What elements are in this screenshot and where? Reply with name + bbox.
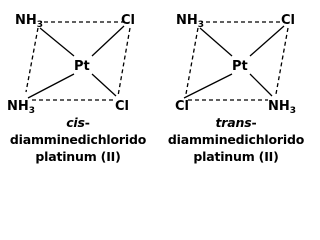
cis-caption-line1 (0, 114, 156, 148)
trans-pt-label: Pt (232, 59, 248, 74)
trans-bond-nh3-bottom (250, 74, 272, 96)
trans-edge-left (186, 28, 198, 94)
cis-bond-cl-top (92, 26, 124, 56)
cis-edge-right (118, 28, 130, 96)
trans-edge-right (276, 28, 288, 94)
cis-cl-top-label: Cl (121, 13, 135, 28)
cis-nh3-bottom-label: $NH_3$ (7, 99, 36, 116)
cis-caption (0, 114, 156, 165)
trans-structure (175, 13, 296, 116)
cis-cl-bottom-label: Cl (115, 99, 129, 114)
cis-structure (7, 13, 135, 116)
cis-caption-line2: platinum (II) (35, 149, 121, 164)
cis-nh3-top-label: $NH_3$ (15, 13, 44, 30)
cis-bond-nh3-top (40, 28, 74, 56)
cis-bond-nh3-bottom (28, 74, 74, 98)
trans-cl-top-label: Cl (281, 13, 295, 28)
cis-edge-left (26, 28, 38, 92)
cis-pt-label: Pt (74, 59, 90, 74)
cis-name-suffix: -diamminedichlorido (9, 115, 147, 147)
trans-nh3-top-label: $NH_3$ (176, 13, 205, 30)
trans-bond-nh3-top (200, 28, 232, 56)
cis-prefix: cis (66, 115, 85, 130)
trans-caption-line1 (158, 114, 314, 148)
trans-prefix: trans (215, 115, 252, 130)
trans-cl-bottom-label: Cl (175, 99, 189, 114)
trans-bond-cl-bottom (184, 74, 232, 98)
trans-caption (158, 114, 314, 165)
trans-nh3-bottom-label: $NH_3$ (268, 99, 297, 116)
trans-caption-line2: platinum (II) (193, 149, 279, 164)
trans-name-suffix: -diamminedichlorido (167, 115, 305, 147)
cis-bond-cl-bottom (92, 74, 116, 96)
trans-bond-cl-top (250, 26, 284, 56)
